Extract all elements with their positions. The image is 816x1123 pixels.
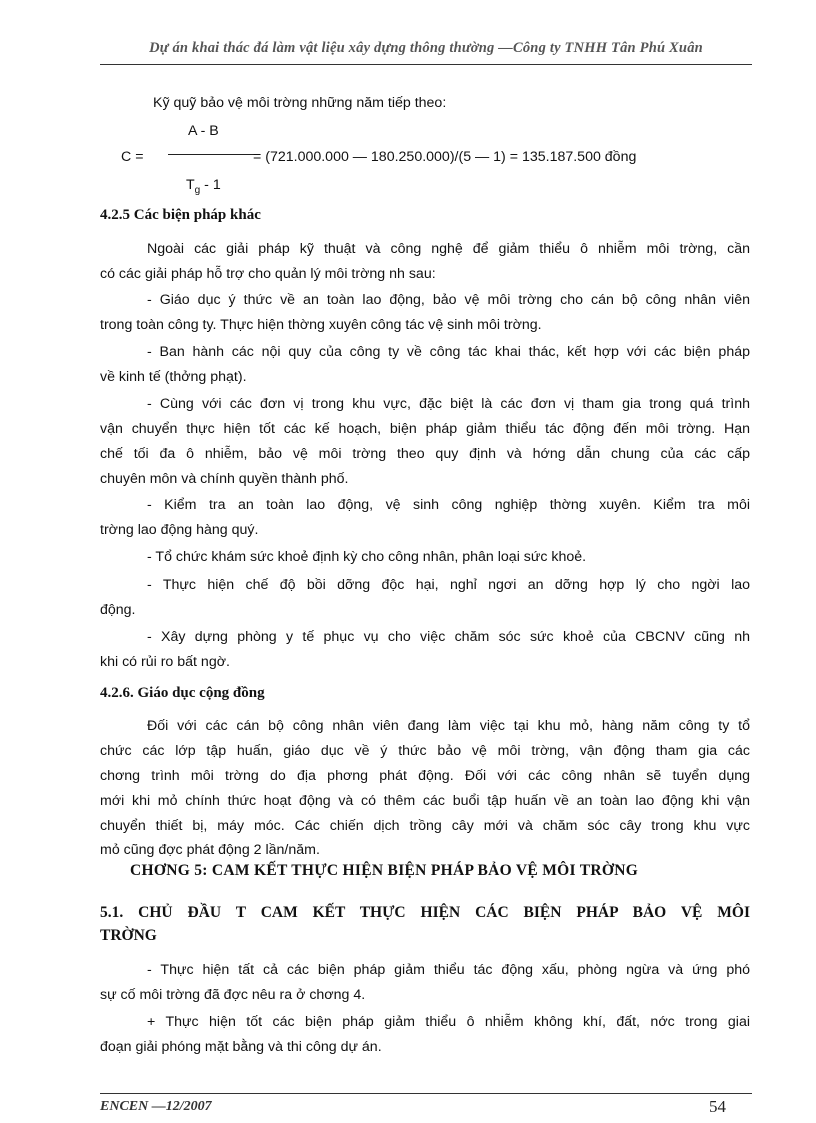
formula-intro: Kỹ quỹ bảo vệ môi trờng những năm tiếp theo: bbox=[153, 95, 447, 111]
paragraph-line: - Tổ chức khám sức khoẻ định kỳ cho công nhân, phân loại sức khoẻ. bbox=[147, 549, 587, 565]
paragraph-line: - Thực hiện tất cả các biện pháp giảm thiểu tác động xấu, phòng ngừa và ứng phó bbox=[147, 962, 750, 978]
footer-label: ENCEN —12/2007 bbox=[100, 1099, 212, 1114]
formula-numerator: A - B bbox=[188, 123, 219, 139]
paragraph-line: đoạn giải phóng mặt bằng và thi công dự án. bbox=[100, 1039, 382, 1055]
chapter-title: CHƠNG 5: CAM KẾT THỰC HIỆN BIỆN PHÁP BẢO VỆ MÔI TRỜNG bbox=[130, 862, 639, 879]
page-header: Dự án khai thác đá làm vật liệu xây dựng thông thường —Công ty TNHH Tân Phú Xuân bbox=[149, 40, 703, 56]
paragraph-line: sự cố môi trờng đã đợc nêu ra ở chơng 4. bbox=[100, 987, 366, 1003]
heading-4-2-6: 4.2.6. Giáo dục cộng đồng bbox=[100, 685, 265, 701]
paragraph-line: - Kiểm tra an toàn lao động, vệ sinh công nghiệp thờng xuyên. Kiểm tra môi bbox=[147, 497, 750, 513]
paragraph-line: + Thực hiện tốt các biện pháp giảm thiểu ô nhiễm không khí, đất, nớc trong giai bbox=[147, 1014, 750, 1030]
paragraph-line: - Giáo dục ý thức về an toàn lao động, bảo vệ môi trờng cho cán bộ công nhân viên bbox=[147, 292, 750, 308]
paragraph-line: động. bbox=[100, 602, 136, 618]
paragraph-line: Ngoài các giải pháp kỹ thuật và công nghệ để giảm thiểu ô nhiễm môi trờng, cần bbox=[147, 241, 750, 257]
paragraph-line: vận chuyển thực hiện tốt các kế hoạch, biện pháp giảm thiểu tác động đến môi trờng. Hạn bbox=[100, 421, 750, 437]
formula-rhs: = (721.000.000 — 180.250.000)/(5 — 1) = 135.187.500 đồng bbox=[253, 149, 637, 165]
paragraph-line: có các giải pháp hỗ trợ cho quản lý môi trờng nh sau: bbox=[100, 266, 436, 282]
heading-5-1-cont: TRỜNG bbox=[100, 927, 157, 944]
heading-4-2-5: 4.2.5 Các biện pháp khác bbox=[100, 207, 261, 223]
formula-lhs: C = bbox=[121, 149, 144, 165]
denominator-base: T bbox=[186, 177, 195, 193]
denominator-sub: g bbox=[194, 184, 201, 196]
heading-5-1: 5.1. CHỦ ĐẦU T CAM KẾT THỰC HIỆN CÁC BIỆN PHÁP BẢO VỆ MÔI bbox=[100, 904, 750, 921]
paragraph-line: mới khi mỏ chính thức hoạt động và có thêm các buổi tập huấn về an toàn lao động khi vận bbox=[100, 793, 750, 809]
paragraph-line: - Xây dựng phòng y tế phục vụ cho việc chăm sóc sức khoẻ của CBCNV cũng nh bbox=[147, 629, 750, 645]
paragraph-line: mỏ cũng đợc phát động 2 lần/năm. bbox=[100, 842, 320, 858]
paragraph-line: chế tối đa ô nhiễm, bảo vệ môi trờng theo quy định và hớng dẫn chung của các cấp bbox=[100, 446, 750, 462]
page-number: 54 bbox=[709, 1097, 726, 1116]
paragraph-line: chuyên môn và chính quyền thành phố. bbox=[100, 471, 349, 487]
formula-denominator bbox=[186, 175, 221, 201]
footer-rule bbox=[100, 1093, 752, 1094]
paragraph-line: trờng lao động hàng quý. bbox=[100, 522, 259, 538]
paragraph-line: chơng trình môi trờng do địa phơng phát động. Đối với các công nhân sẽ tuyển dụng bbox=[100, 768, 750, 784]
paragraph-line: - Thực hiện chế độ bồi dỡng độc hại, nghỉ ngơi an dỡng hợp lý cho ngời lao bbox=[147, 577, 750, 593]
denominator-tail: - 1 bbox=[200, 177, 221, 193]
paragraph-line: chuyển thiết bị, máy móc. Các chiến dịch trồng cây mới và chăm sóc cây trong khu vực bbox=[100, 818, 750, 834]
fraction-bar bbox=[168, 154, 255, 155]
paragraph-line: khi có rủi ro bất ngờ. bbox=[100, 654, 230, 670]
paragraph-line: - Ban hành các nội quy của công ty về công tác khai thác, kết hợp với các biện pháp bbox=[147, 344, 750, 360]
header-rule bbox=[100, 64, 752, 65]
paragraph-line: về kinh tế (thởng phạt). bbox=[100, 369, 247, 385]
paragraph-line: trong toàn công ty. Thực hiện thờng xuyên công tác vệ sinh môi trờng. bbox=[100, 317, 542, 333]
paragraph-line: chức các lớp tập huấn, giáo dục về ý thức bảo vệ môi trờng, vận động tham gia các bbox=[100, 743, 750, 759]
paragraph-line: - Cùng với các đơn vị trong khu vực, đặc biệt là các đơn vị tham gia trong quá trình bbox=[147, 396, 750, 412]
paragraph-line: Đối với các cán bộ công nhân viên đang làm việc tại khu mỏ, hàng năm công ty tổ bbox=[147, 718, 750, 734]
